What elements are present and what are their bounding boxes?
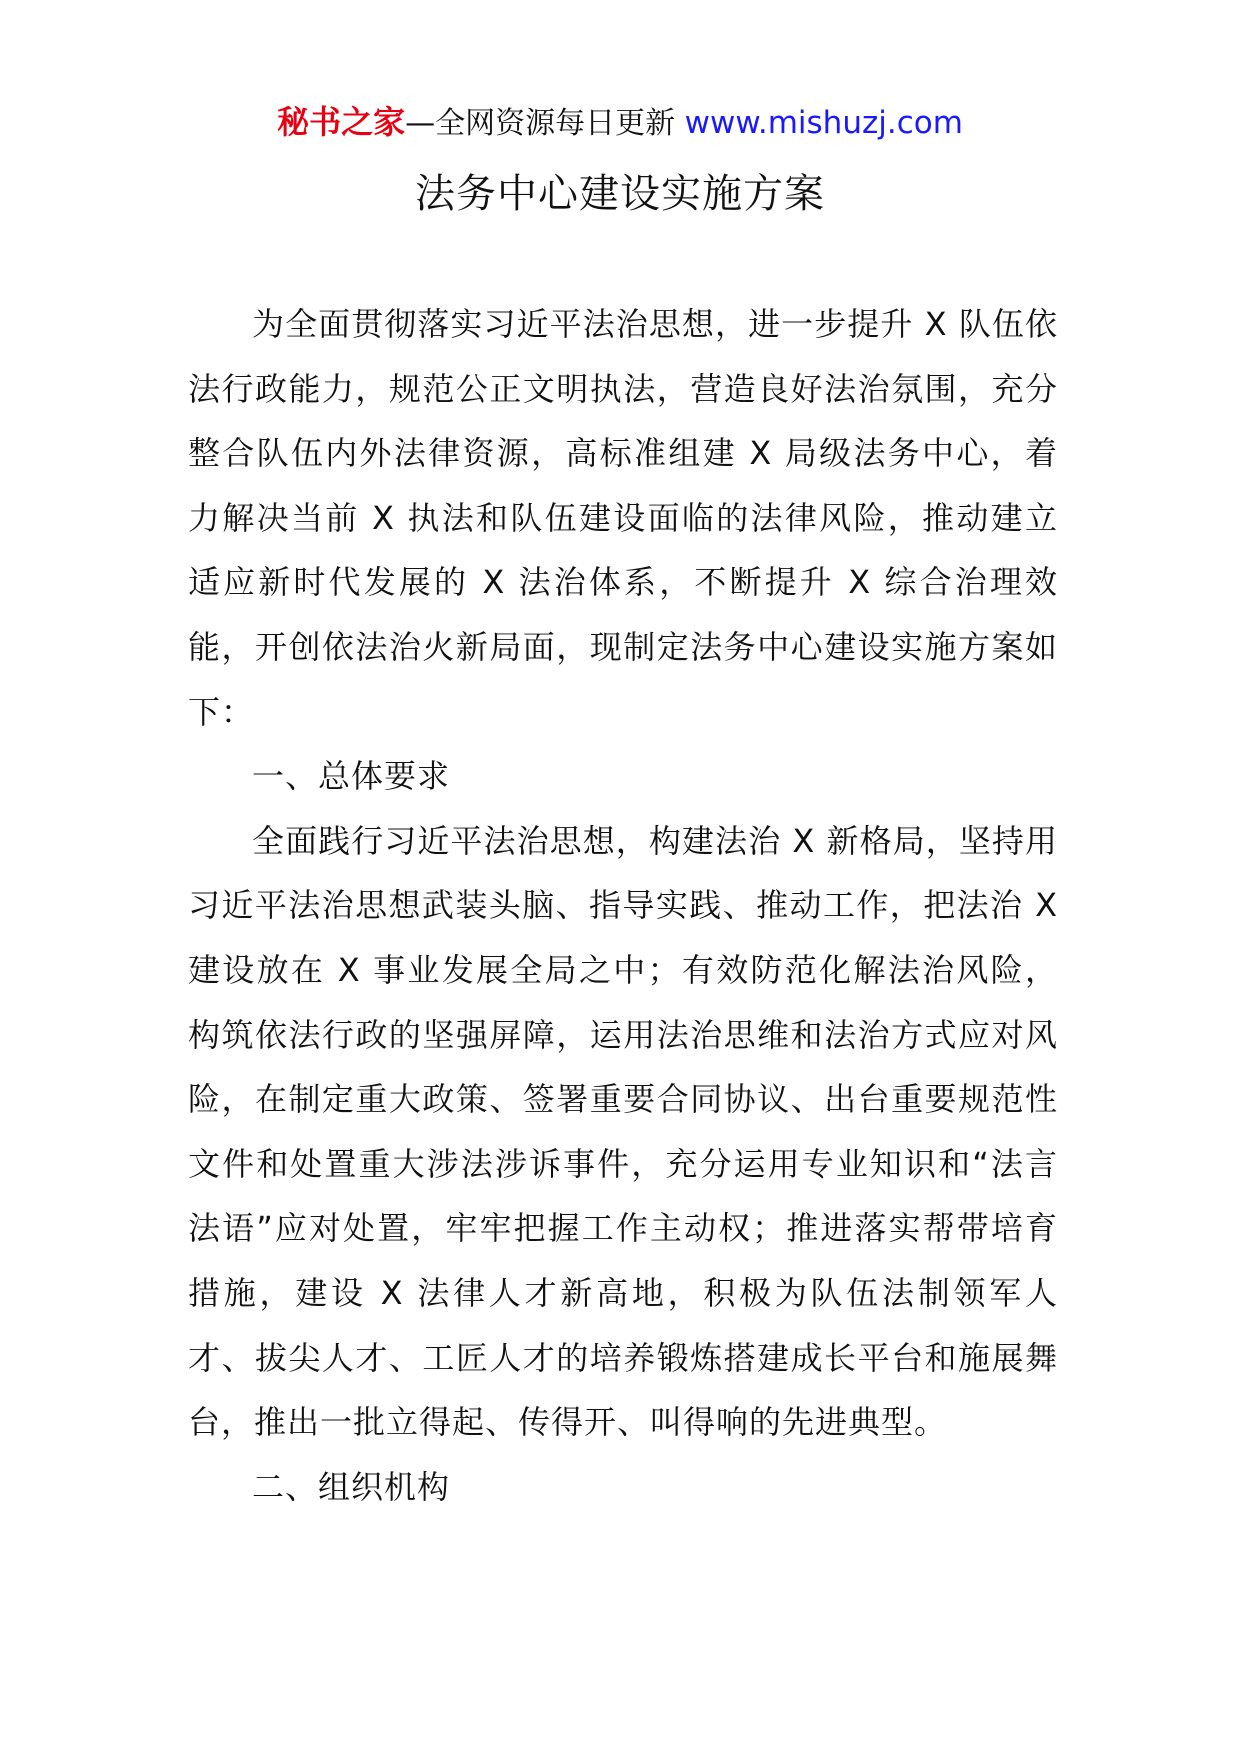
section-paragraph-general-requirements: 全面践行习近平法治思想，构建法治 X 新格局，坚持用习近平法治思想武装头脑、指导实践、推动工作，把法治 X 建设放在 X 事业发展全局之中；有效防范化解法治风险，构筑依法行政的坚强屏障，运用法治思维和法治方式应对风险，在制定重大政策、签署重要合同协议、出台重要规范性文件和处置重大涉法涉诉事件，充分运用专业知识和“法言法语”应对处置，牢牢把握工作主动权；推进落实帮带培育措施，建设 X 法律人才新高地，积极为队伍法制领军人才、拔尖人才、工匠人才的培养锻炼搭建成长平台和施展舞台，推出一批立得起、传得开、叫得响的先进典型。: [188, 821, 1058, 1442]
document-body: [188, 292, 1058, 1519]
site-header: [0, 102, 1240, 144]
header-tagline: —全网资源每日更新: [405, 106, 676, 141]
site-url[interactable]: www.mishuzj.com: [684, 105, 963, 141]
brand-name: 秘书之家: [277, 103, 406, 141]
section-heading-organization: 二、组织机构: [252, 1467, 451, 1506]
document-title: 法务中心建设实施方案: [415, 171, 825, 217]
section-heading-general-requirements: 一、总体要求: [252, 757, 451, 796]
intro-paragraph: 为全面贯彻落实习近平法治思想，进一步提升 X 队伍依法行政能力，规范公正文明执法，营造良好法治氛围，充分整合队伍内外法律资源，高标准组建 X 局级法务中心，着力解决当前 X 执法和队伍建设面临的法律风险，推动建立适应新时代发展的 X 法治体系，不断提升 X 综合治理效能，开创依法治火新局面，现制定法务中心建设实施方案如下：: [188, 305, 1058, 731]
